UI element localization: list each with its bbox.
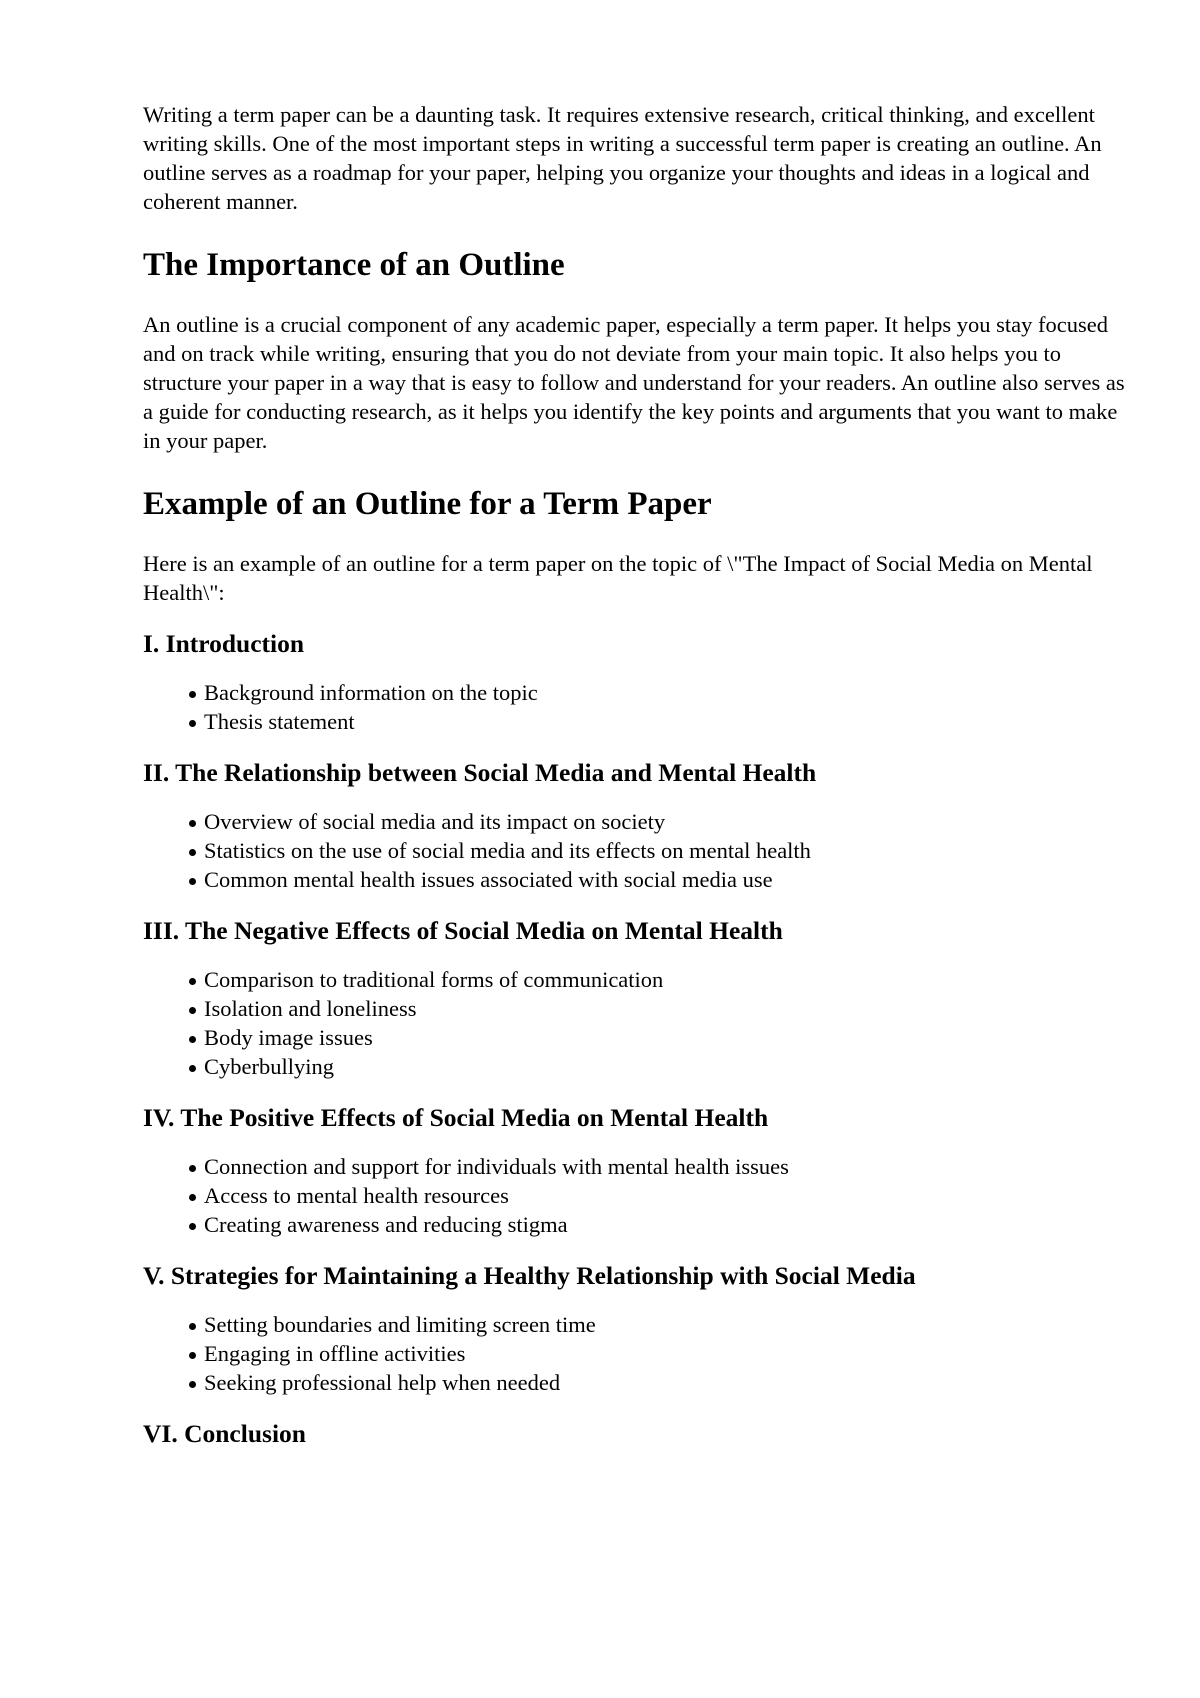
outline-section-heading: V. Strategies for Maintaining a Healthy Relationship with Social Media [143,1261,916,1290]
importance-paragraph: An outline is a crucial component of any academic paper, especially a term paper. It helps you stay focused and on track while writing, ensuring that you do not deviate from your main topic. It also helps you to structure your paper in a way that is easy to follow and understand for your readers. An outline also serves as a guide for conducting research, as it helps you identify the key points and arguments that you want to make in your paper. [143,312,1125,453]
list-item [143,1210,1138,1239]
list-item [143,865,1138,894]
bullet-icon [189,1223,196,1230]
list-item [143,807,1138,836]
list-item [143,1152,1138,1181]
bullet-icon [189,720,196,727]
outline-section-heading: I. Introduction [143,629,305,658]
outline-section-heading: VI. Conclusion [143,1419,306,1448]
list-item-text: Setting boundaries and limiting screen time [204,1312,596,1337]
bullet-icon [189,1165,196,1172]
list-item-text: Overview of social media and its impact on society [204,809,666,834]
list-item-text: Body image issues [204,1025,373,1050]
list-item-text: Cyberbullying [204,1054,334,1079]
list-item-text: Comparison to traditional forms of communication [204,967,664,992]
outline-bullet-list [143,1152,1138,1239]
list-item-text: Connection and support for individuals with mental health issues [204,1154,789,1179]
list-item [143,994,1138,1023]
bullet-icon [189,978,196,985]
outline-sections [143,629,1138,1449]
bullet-icon [189,1065,196,1072]
list-item-text: Seeking professional help when needed [204,1370,561,1395]
importance-heading: The Importance of an Outline [143,247,565,283]
bullet-icon [189,1036,196,1043]
list-item-text: Background information on the topic [204,680,538,705]
list-item-text: Common mental health issues associated with social media use [204,867,773,892]
list-item [143,1310,1138,1339]
list-item-text: Thesis statement [204,709,355,734]
outline-bullet-list [143,678,1138,736]
bullet-icon [189,1007,196,1014]
outline-bullet-list [143,807,1138,894]
list-item [143,1368,1138,1397]
bullet-icon [189,878,196,885]
list-item-text: Creating awareness and reducing stigma [204,1212,568,1237]
list-item [143,678,1138,707]
bullet-icon [189,1323,196,1330]
outline-bullet-list [143,965,1138,1081]
outline-section-heading: IV. The Positive Effects of Social Media on Mental Health [143,1103,769,1132]
example-paragraph: Here is an example of an outline for a term paper on the topic of \"The Impact of Social Media on Mental Health\": [143,551,1093,605]
list-item [143,836,1138,865]
list-item [143,1339,1138,1368]
intro-paragraph: Writing a term paper can be a daunting task. It requires extensive research, critical thinking, and excellent writing skills. One of the most important steps in writing a successful term paper is creating an outline. An outline serves as a roadmap for your paper, helping you organize your thoughts and ideas in a logical and coherent manner. [143,102,1102,214]
bullet-icon [189,1352,196,1359]
bullet-icon [189,849,196,856]
list-item-text: Statistics on the use of social media and its effects on mental health [204,838,811,863]
outline-bullet-list [143,1310,1138,1397]
document-page [143,100,1138,1449]
list-item [143,707,1138,736]
list-item-text: Engaging in offline activities [204,1341,466,1366]
bullet-icon [189,1381,196,1388]
bullet-icon [189,691,196,698]
list-item [143,1052,1138,1081]
bullet-icon [189,820,196,827]
outline-section-heading: III. The Negative Effects of Social Media on Mental Health [143,916,783,945]
list-item-text: Access to mental health resources [204,1183,509,1208]
list-item [143,1181,1138,1210]
list-item [143,965,1138,994]
outline-section-heading: II. The Relationship between Social Media and Mental Health [143,758,817,787]
example-heading: Example of an Outline for a Term Paper [143,486,712,522]
bullet-icon [189,1194,196,1201]
list-item [143,1023,1138,1052]
list-item-text: Isolation and loneliness [204,996,417,1021]
